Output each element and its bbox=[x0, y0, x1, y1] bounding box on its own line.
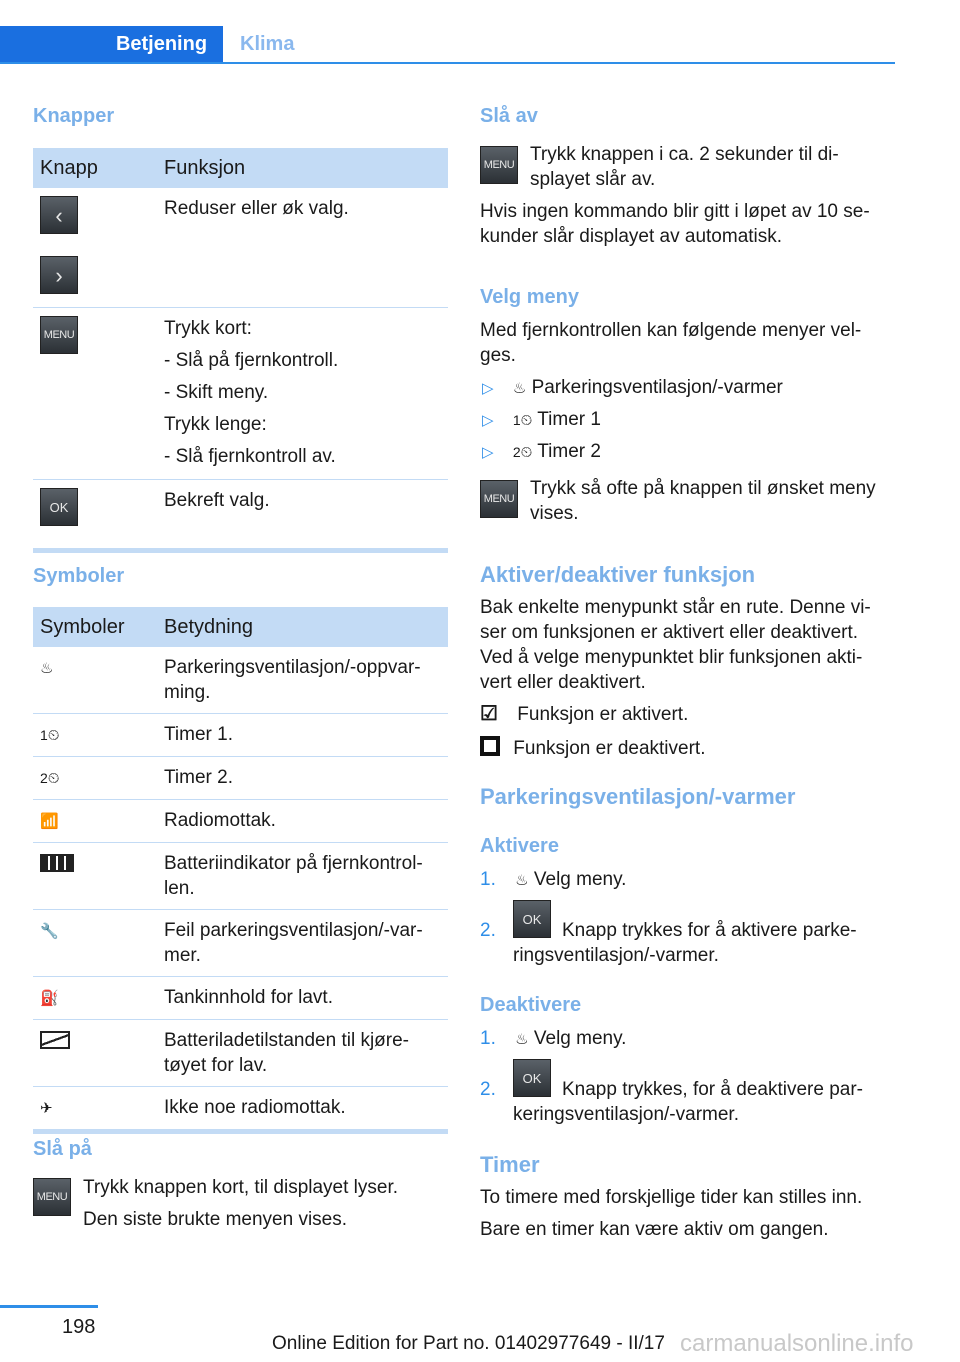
step-number: 2. bbox=[480, 920, 496, 941]
symboler-table bbox=[33, 607, 448, 1134]
page-number: 198 bbox=[62, 1316, 96, 1338]
velg-meny-p2: ges. bbox=[480, 345, 516, 366]
arrow-left-button-icon: ‹ bbox=[40, 196, 78, 234]
aktivert-label: Funksjon er aktivert. bbox=[517, 704, 689, 725]
row-line: - Skift meny. bbox=[164, 382, 269, 403]
timer-number: 2 bbox=[40, 770, 48, 786]
aktiver-p1: Bak enkelte menypunkt står en rute. Denne vi- bbox=[480, 597, 871, 618]
col-knapp: Knapp bbox=[33, 148, 157, 188]
step-text: Velg meny. bbox=[533, 869, 627, 890]
menu-button-icon: MENU bbox=[480, 146, 518, 184]
list-item bbox=[482, 407, 601, 433]
symboler-title: Symboler bbox=[33, 565, 125, 587]
list-item bbox=[482, 439, 601, 465]
table-row bbox=[33, 1020, 448, 1087]
sla-paa-line1: Trykk knappen kort, til displayet lyser. bbox=[83, 1177, 399, 1198]
no-antenna-icon: ✈ bbox=[40, 1100, 53, 1117]
sla-av-p1: Hvis ingen kommando blir gitt i løpet av 10 se- bbox=[480, 201, 870, 222]
step-text: Knapp trykkes for å aktivere parke- bbox=[562, 920, 857, 941]
ok-button-icon: OK bbox=[513, 900, 551, 938]
tab-klima[interactable]: Klima bbox=[240, 33, 295, 55]
row-text-line: Feil parkeringsventilasjon/-var- bbox=[164, 920, 423, 941]
list-item bbox=[480, 867, 626, 893]
col-betydning: Betydning bbox=[157, 607, 448, 647]
pv-title: Parkeringsventilasjon/-varmer bbox=[480, 784, 796, 809]
row-text-line: tøyet for lav. bbox=[164, 1055, 268, 1076]
bullet-icon: ▷ bbox=[482, 380, 494, 397]
ok-button-icon: OK bbox=[513, 1059, 551, 1097]
step-text: Velg meny. bbox=[533, 1028, 627, 1049]
tab-bar bbox=[0, 26, 895, 64]
step-number: 1. bbox=[480, 1028, 496, 1049]
row-line: Trykk lenge: bbox=[164, 414, 267, 435]
deaktivere-title: Deaktivere bbox=[480, 994, 582, 1016]
timer-p2: Bare en timer kan være aktiv om gangen. bbox=[480, 1219, 829, 1240]
ok-button-icon: OK bbox=[40, 488, 78, 526]
bullet-icon: ▷ bbox=[482, 444, 494, 461]
row-text: Bekreft valg. bbox=[157, 480, 448, 551]
table-row bbox=[33, 308, 448, 480]
timer-number: 2 bbox=[512, 444, 521, 460]
empty-box-icon bbox=[480, 736, 500, 756]
fuel-icon: ⛽ bbox=[40, 990, 59, 1007]
sla-av-title: Slå av bbox=[480, 105, 538, 127]
list-item bbox=[482, 375, 783, 401]
timer-number: 1 bbox=[512, 412, 521, 428]
row-text bbox=[157, 910, 448, 977]
step-text: Knapp trykkes, for å deaktivere par- bbox=[562, 1079, 863, 1100]
timer2-icon: ⏲ bbox=[520, 444, 533, 461]
row-text bbox=[157, 843, 448, 910]
row-text-line: len. bbox=[164, 878, 195, 899]
row-text: Timer 1. bbox=[157, 714, 448, 757]
aktiver-p2: ser om funksjonen er aktivert eller deaktivert. bbox=[480, 622, 859, 643]
wrench-icon: 🔧 bbox=[40, 923, 59, 940]
row-text-line: ming. bbox=[164, 682, 211, 703]
heater-icon: ♨ bbox=[515, 872, 529, 889]
aktiver-p4: vert eller deaktivert. bbox=[480, 672, 646, 693]
sla-av-line1: Trykk knappen i ca. 2 sekunder til di- bbox=[530, 144, 839, 165]
col-symboler: Symboler bbox=[33, 607, 157, 647]
menu-item-label: Parkeringsventilasjon/-varmer bbox=[531, 377, 783, 398]
sla-paa-line2: Den siste brukte menyen vises. bbox=[83, 1209, 348, 1230]
menu-button-icon: MENU bbox=[480, 480, 518, 518]
step-number: 1. bbox=[480, 869, 496, 890]
timer2-icon: ⏲ bbox=[47, 770, 60, 787]
table-row bbox=[33, 757, 448, 800]
deaktivert-row bbox=[480, 734, 705, 761]
timer-p1: To timere med forskjellige tider kan stilles inn. bbox=[480, 1187, 863, 1208]
velg-meny-title: Velg meny bbox=[480, 286, 579, 308]
aktivere-title: Aktivere bbox=[480, 835, 559, 857]
aktiver-title: Aktiver/deaktiver funksjon bbox=[480, 562, 756, 587]
timer1-icon: ⏲ bbox=[47, 727, 60, 744]
battery-icon bbox=[40, 854, 74, 872]
row-text-line: mer. bbox=[164, 945, 201, 966]
menu-press-line2: vises. bbox=[530, 503, 579, 524]
menu-item-label: Timer 2 bbox=[537, 441, 601, 462]
row-text: Radiomottak. bbox=[157, 800, 448, 843]
menu-item-label: Timer 1 bbox=[537, 409, 601, 430]
step-text: keringsventilasjon/-varmer. bbox=[513, 1104, 739, 1125]
edition-text: Online Edition for Part no. 01402977649 - II/17 bbox=[272, 1333, 665, 1354]
table-row bbox=[33, 910, 448, 977]
tab-betjening[interactable]: Betjening bbox=[0, 26, 223, 62]
aktiver-p3: Ved å velge menypunktet blir funksjonen akti- bbox=[480, 647, 863, 668]
row-text bbox=[157, 647, 448, 714]
row-text: Ikke noe radiomottak. bbox=[157, 1087, 448, 1132]
sla-av-line2: splayet slår av. bbox=[530, 169, 656, 190]
col-funksjon: Funksjon bbox=[157, 148, 448, 188]
sla-paa-title: Slå på bbox=[33, 1138, 92, 1160]
row-text: Reduser eller øk valg. bbox=[157, 188, 448, 308]
step-number: 2. bbox=[480, 1079, 496, 1100]
row-text bbox=[157, 1020, 448, 1087]
list-item bbox=[480, 1026, 626, 1052]
checked-box-icon: ☑ bbox=[480, 703, 498, 725]
knapper-title: Knapper bbox=[33, 105, 115, 127]
watermark: carmanualsonline.info bbox=[680, 1330, 914, 1357]
timer-title: Timer bbox=[480, 1152, 540, 1177]
row-text-line: Parkeringsventilasjon/-oppvar- bbox=[164, 657, 421, 678]
row-text: Tankinnhold for lavt. bbox=[157, 977, 448, 1020]
table-row bbox=[33, 800, 448, 843]
heater-icon: ♨ bbox=[40, 660, 54, 677]
table-row bbox=[33, 714, 448, 757]
timer-number: 1 bbox=[40, 727, 48, 743]
row-line: - Slå på fjernkontroll. bbox=[164, 350, 339, 371]
table-row bbox=[33, 977, 448, 1020]
bullet-icon: ▷ bbox=[482, 412, 494, 429]
row-line: Trykk kort: bbox=[164, 318, 252, 339]
velg-meny-p1: Med fjernkontrollen kan følgende menyer vel- bbox=[480, 320, 862, 341]
step-text: ringsventilasjon/-varmer. bbox=[513, 945, 719, 966]
heater-icon: ♨ bbox=[515, 1031, 529, 1048]
table-row bbox=[33, 843, 448, 910]
menu-button-icon: MENU bbox=[33, 1178, 71, 1216]
antenna-icon: 📶 bbox=[40, 813, 59, 830]
table-row bbox=[33, 188, 448, 308]
table-row bbox=[33, 1087, 448, 1132]
row-text: Timer 2. bbox=[157, 757, 448, 800]
timer1-icon: ⏲ bbox=[520, 412, 533, 429]
heater-icon: ♨ bbox=[512, 380, 527, 397]
row-line: - Slå fjernkontroll av. bbox=[164, 446, 336, 467]
arrow-right-button-icon: › bbox=[40, 256, 78, 294]
footer-line bbox=[0, 1305, 98, 1308]
row-text-line: Batteriindikator på fjernkontrol- bbox=[164, 853, 423, 874]
menu-press-line1: Trykk så ofte på knappen til ønsket meny bbox=[530, 478, 876, 499]
table-row bbox=[33, 480, 448, 551]
battery-low-icon bbox=[40, 1031, 70, 1049]
deaktivert-label: Funksjon er deaktivert. bbox=[513, 738, 706, 759]
aktivert-row bbox=[480, 702, 688, 727]
menu-button-icon: MENU bbox=[40, 316, 78, 354]
row-text-line: Batteriladetilstanden til kjøre- bbox=[164, 1030, 409, 1051]
sla-av-p2: kunder slår displayet av automatisk. bbox=[480, 226, 783, 247]
table-row bbox=[33, 647, 448, 714]
knapper-table bbox=[33, 148, 448, 553]
